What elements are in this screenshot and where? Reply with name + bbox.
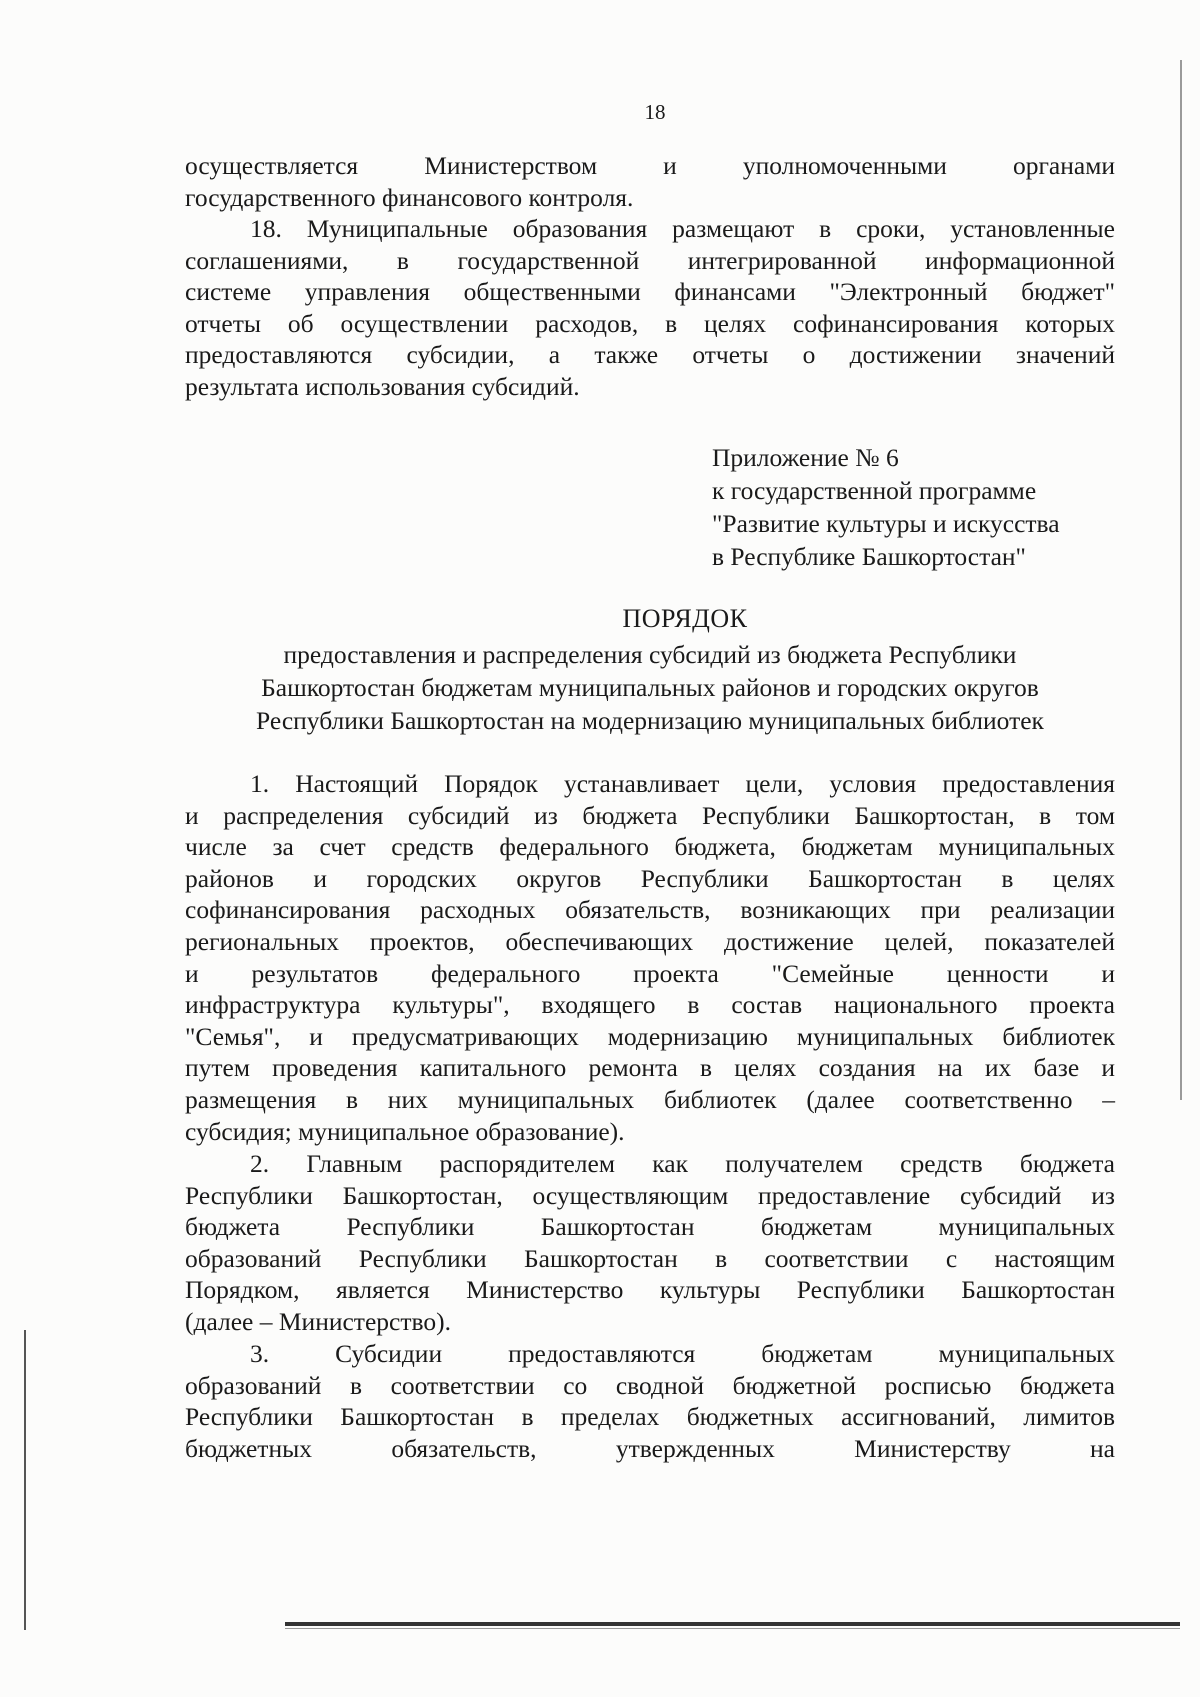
text-line: государственного финансового контроля. [185,182,634,212]
text-line: региональных проектов, обеспечивающих достижение целей, показателей [185,926,1115,956]
text-line: субсидия; муниципальное образование). [185,1116,625,1146]
appendix-line: "Развитие культуры и искусства [712,509,1060,538]
appendix-line: к государственной программе [712,476,1037,505]
text-line: Республики Башкортостан, осуществляющим предоставление субсидий из [185,1180,1115,1210]
subtitle-line: Республики Башкортостан на модернизацию муниципальных библиотек [256,706,1044,735]
text-line: инфраструктура культуры", входящего в состав национального проекта [185,990,1115,1020]
text-line: софинансирования расходных обязательств, возникающих при реализации [185,895,1115,925]
text-line: районов и городских округов Республики Башкортостан в целях [185,863,1115,893]
paragraph-1 [185,768,1115,1147]
text-line: Республики Башкортостан в пределах бюджетных ассигнований, лимитов [185,1402,1115,1432]
continuation-paragraph [185,150,1115,213]
paragraph-2 [185,1148,1115,1338]
text-line: Порядком, является Министерство культуры Республики Башкортостан [185,1275,1115,1305]
text-line: бюджетных обязательств, утвержденных Министерству на [185,1433,1115,1463]
text-line: 18. Муниципальные образования размещают в сроки, установленные [250,214,1115,243]
appendix-line: Приложение № 6 [712,443,899,472]
scan-edge-left [24,1330,26,1630]
text-line: системе управления общественными финансами "Электронный бюджет" [185,277,1115,307]
text-line: отчеты об осуществлении расходов, в целях софинансирования которых [185,308,1115,338]
text-line: результата использования субсидий. [185,371,580,401]
text-line: 2. Главным распорядителем как получателем средств бюджета [250,1149,1115,1178]
appendix-line: в Республике Башкортостан" [712,542,1026,571]
text-line: путем проведения капитального ремонта в целях создания на их базе и [185,1053,1115,1083]
text-line: предоставляются субсидии, а также отчеты о достижении значений [185,340,1115,370]
text-line: осуществляется Министерством и уполномоченными органами [185,151,1115,180]
appendix-header [712,441,1132,573]
order-title: ПОРЯДОК [622,604,748,633]
text-line: 1. Настоящий Порядок устанавливает цели, условия предоставления [250,769,1115,798]
text-line: бюджета Республики Башкортостан бюджетам муниципальных [185,1212,1115,1242]
text-line: (далее – Министерство). [185,1306,451,1336]
text-line: размещения в них муниципальных библиотек (далее соответственно – [185,1084,1115,1114]
page-number: 18 [644,100,666,124]
paragraph-3 [185,1338,1115,1464]
text-line: образований в соответствии со сводной бюджетной росписью бюджета [185,1370,1115,1400]
order-subtitle [185,638,1115,737]
subtitle-line: предоставления и распределения субсидий из бюджета Республики [283,640,1017,669]
text-line: соглашениями, в государственной интегрированной информационной [185,245,1115,275]
scan-edge-right [1180,60,1182,1100]
scan-edge-bottom [285,1622,1180,1626]
text-line: "Семья", и предусматривающих модернизацию муниципальных библиотек [185,1021,1115,1051]
paragraph-18 [185,213,1115,403]
text-line: числе за счет средств федерального бюджета, бюджетам муниципальных [185,832,1115,862]
scan-edge-bottom-thin [285,1628,1180,1629]
text-line: 3. Субсидии предоставляются бюджетам муниципальных [250,1339,1115,1368]
subtitle-line: Башкортостан бюджетам муниципальных районов и городских округов [261,673,1039,702]
text-line: и результатов федерального проекта "Семейные ценности и [185,958,1115,988]
text-line: образований Республики Башкортостан в соответствии с настоящим [185,1243,1115,1273]
text-line: и распределения субсидий из бюджета Республики Башкортостан, в том [185,800,1115,830]
